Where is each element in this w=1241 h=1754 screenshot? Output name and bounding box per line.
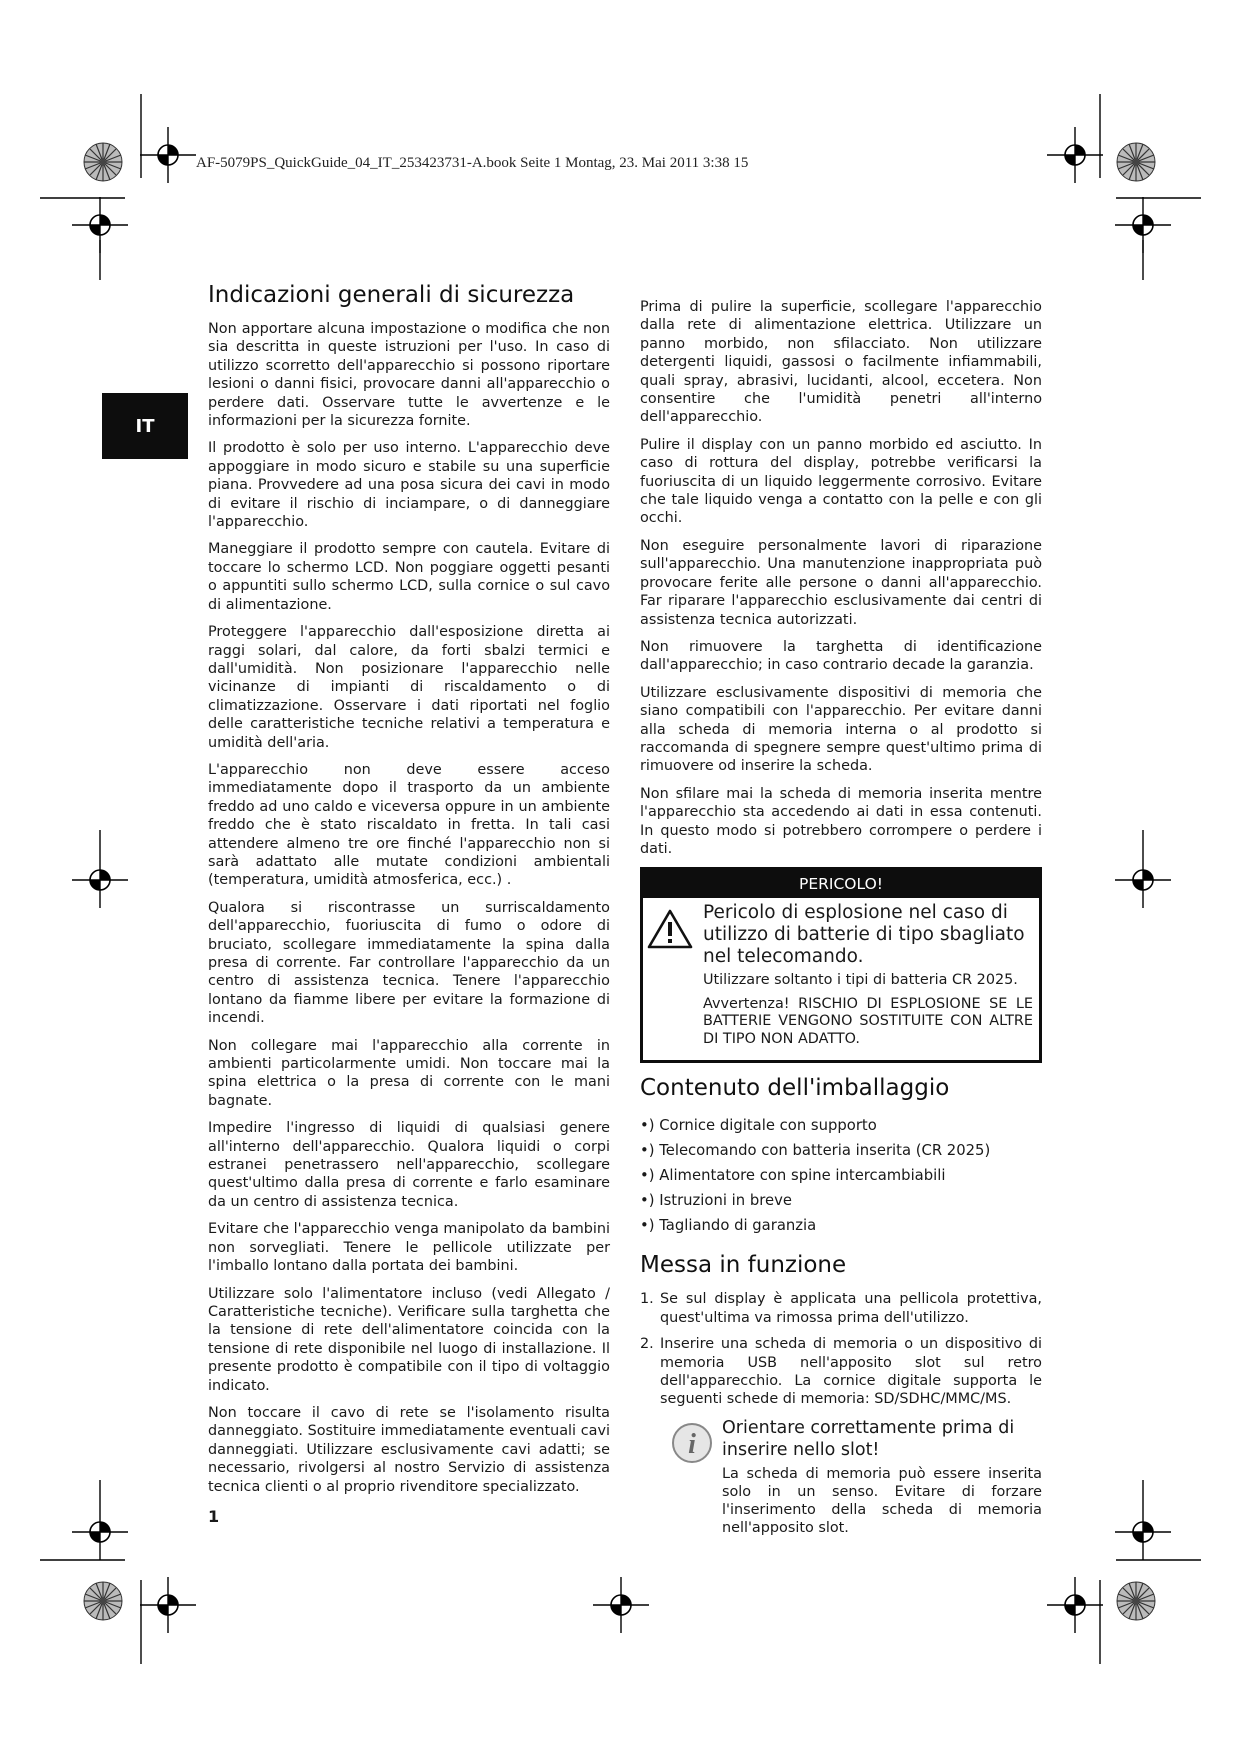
danger-label: PERICOLO! [643, 870, 1039, 898]
safety-paragraph: L'apparecchio non deve essere acceso immediatamente dopo il trasporto da un ambiente freddo ad uno caldo e viceversa oppure in un ambiente freddo che è stato riscaldato in fretta. In tali casi attendere almeno tre ore finché l'apparecchio non si sarà adattato alle mutate condizioni ambientali (temperatura, umidità atmosferica, ecc.) . [208, 761, 610, 889]
info-title: Orientare correttamente prima di inserire nello slot! [722, 1417, 1015, 1460]
safety-paragraph: Proteggere l'apparecchio dall'esposizione diretta ai raggi solari, dal calore, da forti sbalzi termici e dall'umidità. Non posizionare l'apparecchio nelle vicinanze di impianti di riscaldamento o di climatizzazione. Osservare i dati riportati nel foglio delle caratteristiche tecniche relativi a temperatura e umidità dell'aria. [208, 624, 610, 751]
language-tab: IT [102, 393, 188, 459]
safety-heading: Indicazioni generali di sicurezza [208, 282, 575, 308]
info-note [670, 1417, 1042, 1537]
safety-paragraph: Impedire l'ingresso di liquidi di qualsiasi genere all'interno dell'apparecchio. Qualora liquidi o corpi estranei penetrassero nell'apparecchio, scollegare quest'ultimo dalla presa di corrente e farlo esaminare da un centro di assistenza tecnica. [208, 1120, 610, 1210]
safety-paragraph: Utilizzare solo l'alimentatore incluso (vedi Allegato / Caratteristiche tecniche). Verificare sulla targhetta che la tensione di rete dell'alimentatore coincida con la tensione di rete disponibile nel luogo di installazione. Il presente prodotto è compatibile con il tipo di voltaggio indicato. [208, 1285, 610, 1394]
info-text: La scheda di memoria può essere inserita solo in un senso. Evitare di forzare l'inserimento della scheda di memoria nell'apposito slot. [722, 1465, 1042, 1536]
danger-box [640, 867, 1042, 1063]
safety-paragraph: Non rimuovere la targhetta di identificazione dall'apparecchio; in caso contrario decade la garanzia. [640, 638, 1042, 674]
danger-line: Utilizzare soltanto i tipi di batteria CR 2025. [703, 972, 1018, 989]
safety-paragraph: Non toccare il cavo di rete se l'isolamento risulta danneggiato. Sostituire immediatamente eventuali cavi danneggiati. Utilizzare esclusivamente cavi adatti; se necessario, rivolgersi al nostro Servizio di assistenza tecnica clienti o al proprio rivenditore specializzato. [208, 1404, 610, 1495]
startup-steps [640, 1290, 1042, 1408]
svg-text:i: i [688, 1428, 696, 1460]
step-text: Inserire una scheda di memoria o un dispositivo di memoria USB nell'apposito slot sul retro dell'apparecchio. La cornice digitale supporta le seguenti schede di memoria: SD/SDHC/MMC/MS. [660, 1336, 1042, 1408]
safety-paragraph: Utilizzare esclusivamente dispositivi di memoria che siano compatibili con l'apparecchio. Per evitare danni alla scheda di memoria interna o al prodotto si raccomanda di spegnere sempre quest'ultimo prima di rimuovere od inserire la scheda. [640, 684, 1042, 775]
list-item [640, 1290, 1042, 1327]
warning-triangle-icon [647, 902, 703, 1054]
safety-paragraph: Non sfilare mai la scheda di memoria inserita mentre l'apparecchio sta accedendo ai dati in essa contenuti. In questo modo si potrebbero corrompere o perdere i dati. [640, 785, 1042, 857]
left-column [208, 282, 610, 1505]
list-item: •) Cornice digitale con supporto [640, 1117, 877, 1135]
file-header-line: AF-5079PS_QuickGuide_04_IT_253423731-A.book Seite 1 Montag, 23. Mai 2011 3:38 15 [196, 155, 749, 171]
startup-heading: Messa in funzione [640, 1252, 847, 1279]
safety-paragraph: Il prodotto è solo per uso interno. L'apparecchio deve appoggiare in modo sicuro e stabile su una superficie piana. Provvedere ad una posa sicura dei cavi in modo di evitare il rischio di inciampare, o di danneggiare l'apparecchio. [208, 440, 610, 531]
list-item: •) Tagliando di garanzia [640, 1217, 817, 1235]
step-text: Se sul display è applicata una pellicola protettiva, quest'ultima va rimossa prima dell'utilizzo. [660, 1291, 1042, 1326]
package-heading: Contenuto dell'imballaggio [640, 1075, 950, 1102]
danger-title: Pericolo di esplosione nel caso di utilizzo di batterie di tipo sbagliato nel telecomando. [703, 902, 1025, 968]
list-item: •) Alimentatore con spine intercambiabili [640, 1167, 946, 1185]
right-column [640, 298, 1042, 1537]
step-number: 1. [640, 1291, 654, 1308]
safety-paragraph: Prima di pulire la superficie, scollegare l'apparecchio dalla rete di alimentazione elettrica. Utilizzare un panno morbido, non sfilacciato. Non utilizzare detergenti liquidi, gassosi o facilmente infiammabili, quali spray, abrasivi, lucidanti, alcool, eccetera. Non consentire che l'umidità penetri all'interno dell'apparecchio. [640, 299, 1042, 426]
page-number: 1 [208, 1507, 220, 1526]
safety-paragraph: Qualora si riscontrasse un surriscaldamento dell'apparecchio, fuoriuscita di fumo o odore di bruciato, scollegare immediatamente la spina dalla presa di corrente. Far controllare l'apparecchio da un centro di assistenza tecnica. Tenere l'apparecchio lontano da fiamme libere per evitare la formazione di incendi. [208, 899, 610, 1027]
info-icon [670, 1417, 722, 1537]
list-item: •) Telecomando con batteria inserita (CR 2025) [640, 1142, 991, 1160]
package-list [640, 1113, 1042, 1238]
step-number: 2. [640, 1336, 654, 1353]
list-item [640, 1335, 1042, 1409]
safety-paragraph: Non eseguire personalmente lavori di riparazione sull'apparecchio. Una manutenzione inappropriata può provocare ferite alle persone o danni all'apparecchio. Far riparare l'apparecchio esclusivamente dai centri di assistenza tecnica autorizzati. [640, 537, 1042, 628]
safety-paragraph: Non apportare alcuna impostazione o modifica che non sia descritta in queste istruzioni per l'uso. In caso di utilizzo scorretto dell'apparecchio si possono riportare lesioni o danni fisici, provocare danni all'apparecchio o perdere dati. Osservare tutte le avvertenze e le informazioni per la sicurezza fornite. [208, 321, 610, 430]
list-item: •) Istruzioni in breve [640, 1192, 792, 1210]
safety-paragraph: Pulire il display con un panno morbido ed asciutto. In caso di rottura del display, potrebbe verificarsi la fuoriuscita di un liquido leggermente corrosivo. Evitare che tale liquido venga a contatto con la pelle e con gli occhi. [640, 436, 1042, 527]
safety-paragraph: Non collegare mai l'apparecchio alla corrente in ambienti particolarmente umidi. Non toccare mai la spina elettrica o la presa di corrente con le mani bagnate. [208, 1037, 610, 1109]
danger-line: Avvertenza! RISCHIO DI ESPLOSIONE SE LE BATTERIE VENGONO SOSTITUITE CON ALTRE DI TIPO NON ADATTO. [703, 995, 1033, 1047]
safety-paragraph: Maneggiare il prodotto sempre con cautela. Evitare di toccare lo schermo LCD. Non poggiare oggetti pesanti o appuntiti sullo schermo LCD, sulla cornice o sul cavo di alimentazione. [208, 541, 610, 613]
safety-paragraph: Evitare che l'apparecchio venga manipolato da bambini non sorvegliati. Tenere le pellicole utilizzate per l'imballo lontano dalla portata dei bambini. [208, 1221, 610, 1275]
